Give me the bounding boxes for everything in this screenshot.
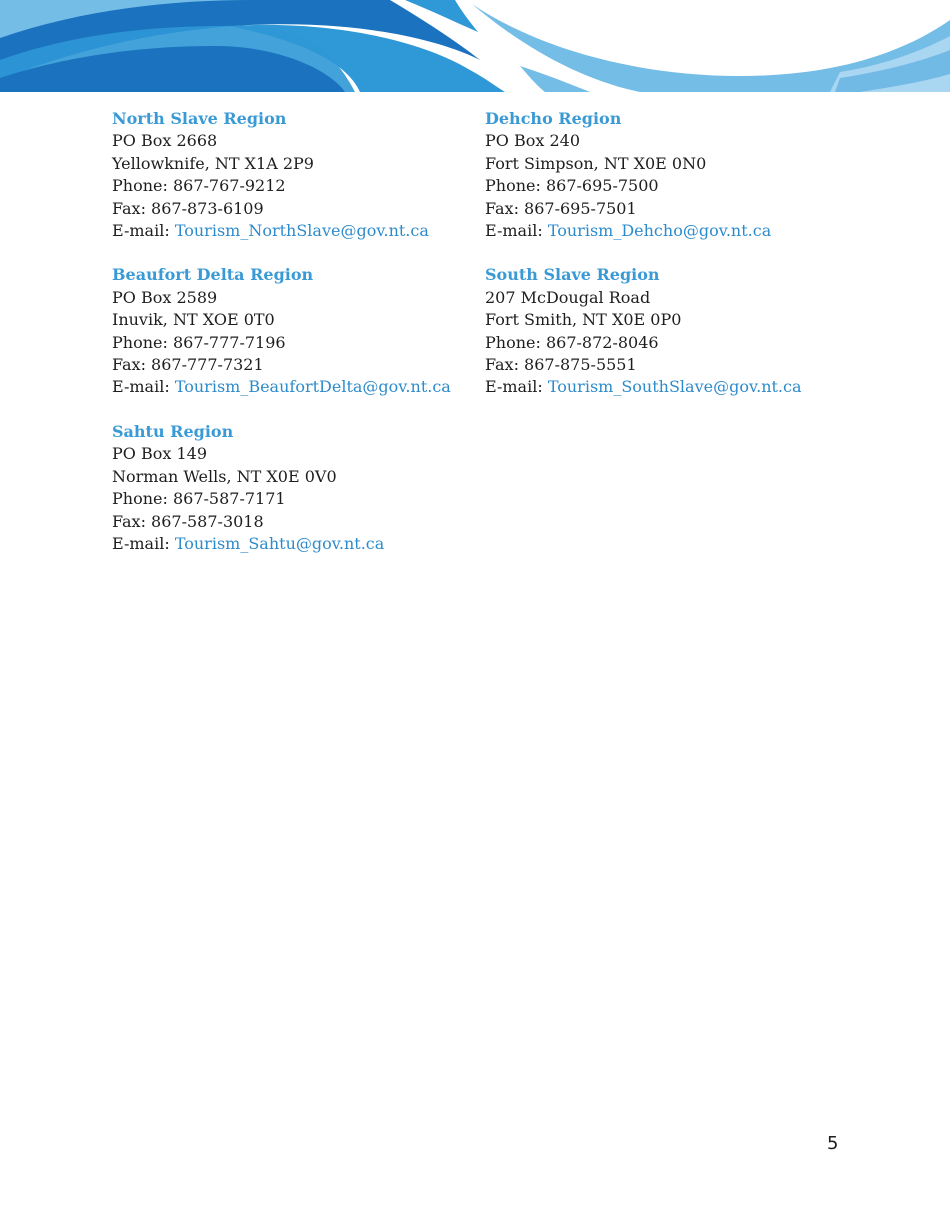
- city-line: Fort Simpson, NT X0E 0N0: [485, 153, 707, 173]
- email-link[interactable]: Tourism_BeaufortDelta@gov.nt.ca: [174, 377, 451, 397]
- email-label: E-mail:: [112, 533, 175, 553]
- address-line: PO Box 240: [485, 131, 581, 151]
- phone-line: Phone: 867-767-9212: [112, 176, 286, 196]
- city-line: Inuvik, NT XOE 0T0: [112, 310, 275, 330]
- email-line: [112, 533, 472, 555]
- address-line: PO Box 2668: [112, 131, 218, 151]
- phone-line: Phone: 867-587-7171: [112, 489, 286, 509]
- region-title: Dehcho Region: [485, 109, 622, 128]
- phone-line: Phone: 867-777-7196: [112, 332, 286, 352]
- fax-line: Fax: 867-695-7501: [485, 198, 637, 218]
- email-link[interactable]: Tourism_Dehcho@gov.nt.ca: [547, 221, 772, 241]
- email-line: [112, 220, 472, 242]
- email-line: [112, 376, 472, 398]
- left-contact-column: [112, 108, 472, 577]
- header-wave-banner: [0, 0, 950, 96]
- region-dehcho: [485, 108, 925, 242]
- region-title: South Slave Region: [485, 265, 660, 285]
- region-sahtu: [112, 421, 472, 555]
- region-beaufort-delta: [112, 264, 472, 398]
- right-contact-column: [485, 108, 925, 421]
- address-line: PO Box 149: [112, 444, 208, 464]
- email-line: [485, 376, 925, 398]
- region-title: North Slave Region: [112, 109, 287, 128]
- region-title: Beaufort Delta Region: [112, 265, 314, 285]
- phone-line: Phone: 867-872-8046: [485, 332, 659, 352]
- phone-line: Phone: 867-695-7500: [485, 176, 659, 196]
- city-line: Norman Wells, NT X0E 0V0: [112, 466, 337, 486]
- fax-line: Fax: 867-875-5551: [485, 355, 637, 375]
- email-link[interactable]: Tourism_Sahtu@gov.nt.ca: [174, 533, 385, 553]
- fax-line: Fax: 867-587-3018: [112, 511, 264, 531]
- email-label: E-mail:: [485, 221, 548, 241]
- region-title: Sahtu Region: [112, 421, 234, 441]
- city-line: Fort Smith, NT X0E 0P0: [485, 310, 682, 330]
- email-label: E-mail:: [112, 221, 175, 241]
- fax-line: Fax: 867-777-7321: [112, 355, 264, 375]
- address-line: 207 McDougal Road: [485, 287, 651, 307]
- city-line: Yellowknife, NT X1A 2P9: [112, 153, 314, 173]
- email-label: E-mail:: [485, 377, 548, 397]
- email-link[interactable]: Tourism_NorthSlave@gov.nt.ca: [174, 221, 429, 241]
- fax-line: Fax: 867-873-6109: [112, 198, 264, 218]
- region-south-slave: [485, 264, 925, 398]
- email-link[interactable]: Tourism_SouthSlave@gov.nt.ca: [547, 377, 802, 397]
- address-line: PO Box 2589: [112, 287, 218, 307]
- email-line: [485, 220, 925, 242]
- email-label: E-mail:: [112, 377, 175, 397]
- page-number: 5: [827, 1133, 839, 1154]
- region-north-slave: [112, 108, 472, 242]
